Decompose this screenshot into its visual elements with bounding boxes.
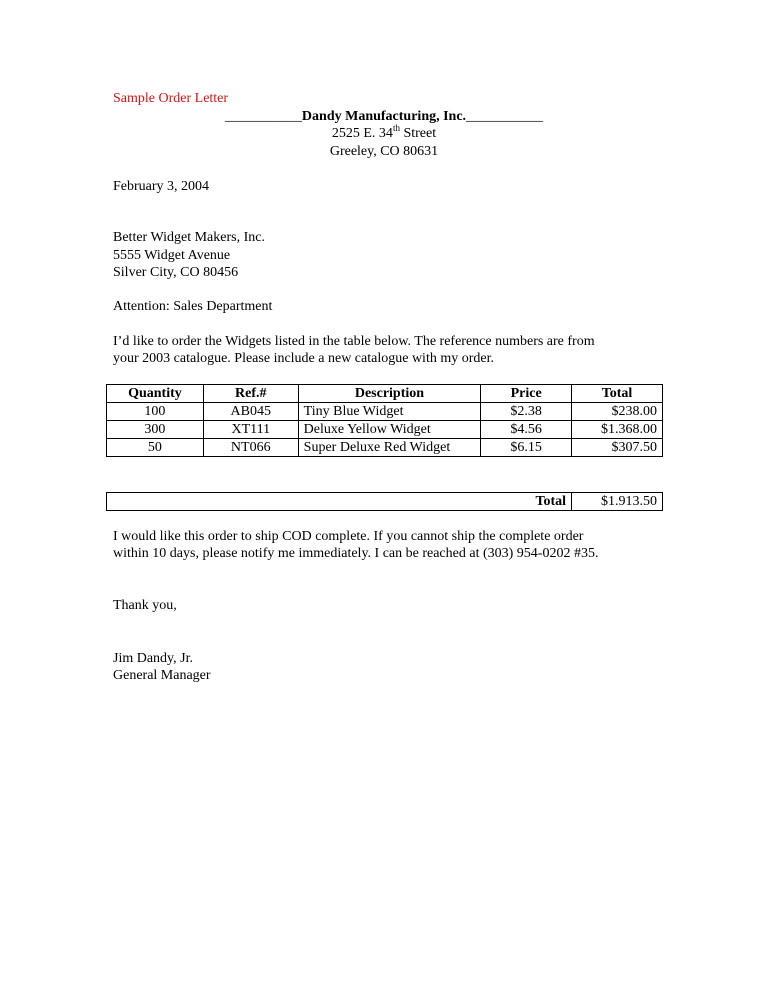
order-table-header	[107, 385, 663, 403]
intro-line-1: I’d like to order the Widgets listed in the table below. The reference numbers are from	[113, 334, 595, 349]
table-row	[107, 439, 663, 457]
cell-description: Deluxe Yellow Widget	[298, 421, 481, 439]
grand-total-table	[106, 492, 663, 511]
header-total: Total	[572, 385, 663, 403]
table-row	[107, 403, 663, 421]
order-table	[106, 384, 663, 457]
grand-total-value: $1.913.50	[572, 493, 663, 511]
grand-total-row	[107, 493, 663, 511]
header-description: Description	[298, 385, 481, 403]
grand-total-label: Total	[107, 493, 572, 511]
header-price: Price	[481, 385, 572, 403]
letter-date: February 3, 2004	[113, 179, 210, 194]
header-ref: Ref.#	[203, 385, 298, 403]
attention-line: Attention: Sales Department	[113, 299, 273, 314]
sender-company-line: ___________Dandy Manufacturing, Inc.___________	[224, 109, 544, 124]
cell-total: $1.368.00	[572, 421, 663, 439]
letter-heading: Sample Order Letter	[113, 91, 229, 106]
cell-description: Super Deluxe Red Widget	[298, 439, 481, 457]
recipient-name: Better Widget Makers, Inc.	[113, 230, 265, 245]
recipient-street: 5555 Widget Avenue	[113, 248, 231, 263]
cell-quantity: 300	[107, 421, 204, 439]
closing-line-2: within 10 days, please notify me immediately. I can be reached at (303) 954-0202 #35.	[113, 546, 599, 561]
cell-description: Tiny Blue Widget	[298, 403, 481, 421]
header-quantity: Quantity	[107, 385, 204, 403]
cell-total: $307.50	[572, 439, 663, 457]
cell-quantity: 100	[107, 403, 204, 421]
closing-line-1: I would like this order to ship COD complete. If you cannot ship the complete order	[113, 529, 584, 544]
sign-off: Thank you,	[113, 598, 177, 613]
recipient-city: Silver City, CO 80456	[113, 265, 239, 280]
sender-address	[0, 125, 768, 142]
cell-ref: XT111	[203, 421, 298, 439]
intro-line-2: your 2003 catalogue. Please include a new catalogue with my order.	[113, 351, 494, 366]
sender-address-ordinal: th	[392, 123, 400, 133]
cell-quantity: 50	[107, 439, 204, 457]
signature-title: General Manager	[113, 668, 211, 683]
cell-price: $2.38	[481, 403, 572, 421]
sender-city: Greeley, CO 80631	[329, 144, 439, 159]
cell-total: $238.00	[572, 403, 663, 421]
sender-company: Dandy Manufacturing, Inc.	[301, 109, 467, 124]
signature-name: Jim Dandy, Jr.	[113, 651, 193, 666]
cell-price: $6.15	[481, 439, 572, 457]
sender-address-street: Street	[399, 126, 437, 141]
cell-ref: NT066	[203, 439, 298, 457]
table-row	[107, 421, 663, 439]
cell-ref: AB045	[203, 403, 298, 421]
sender-address-number: 2525 E. 34	[331, 126, 393, 141]
cell-price: $4.56	[481, 421, 572, 439]
